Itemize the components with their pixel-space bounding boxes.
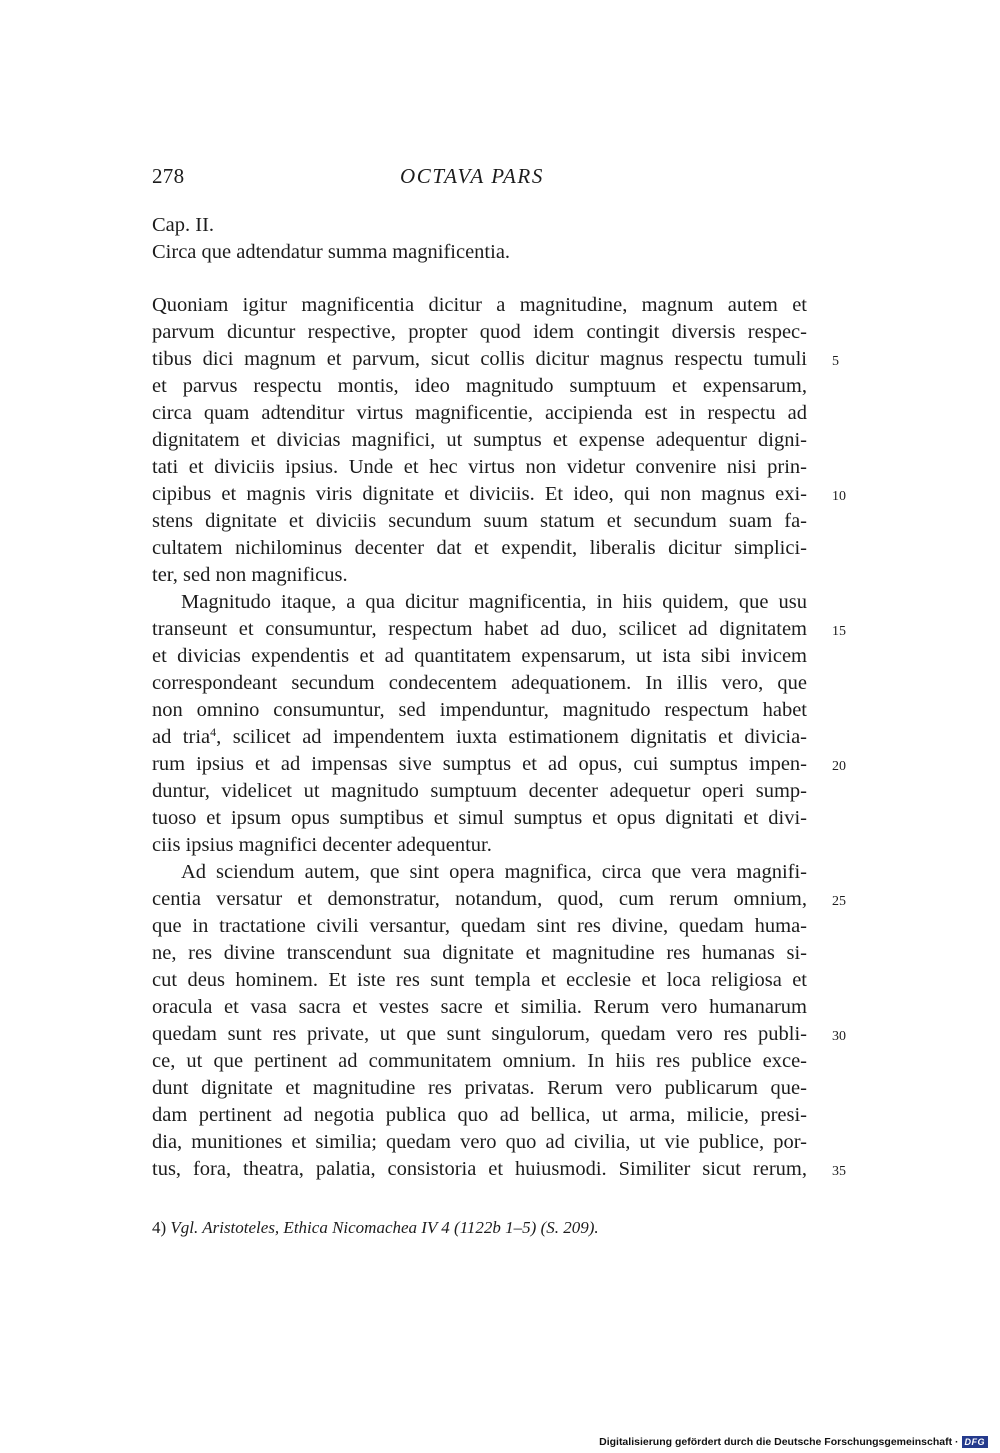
line-number: 5 bbox=[832, 354, 839, 369]
footnote-text: Vgl. Aristoteles, Ethica Nicomachea IV 4 (1122b 1–5) (S. 209). bbox=[170, 1218, 599, 1237]
running-head: OCTAVA PARS bbox=[400, 164, 544, 188]
page-number: 278 bbox=[152, 164, 185, 188]
digitization-credit bbox=[599, 1435, 988, 1449]
footnote bbox=[152, 1216, 599, 1240]
text-line: cut deus hominem. Et iste res sunt templa et ecclesie et loca religiosa et bbox=[152, 969, 807, 991]
line-segment: , scilicet ad impendentem iuxta estimationem dignitatis et divicia- bbox=[216, 726, 807, 748]
text-line bbox=[152, 724, 807, 751]
text-line: dignitatem et divicias magnifici, ut sumptus et expense adequentur digni- bbox=[152, 429, 807, 451]
line-segment: ad tria bbox=[152, 726, 211, 748]
text-line: que in tractatione civili versantur, quedam sint res divine, quedam huma- bbox=[152, 915, 807, 937]
line-number: 15 bbox=[832, 624, 846, 639]
line-number: 10 bbox=[832, 489, 846, 504]
text-line: dunt dignitate et magnitudine res privatas. Rerum vero publicarum que- bbox=[152, 1077, 807, 1099]
line-number: 20 bbox=[832, 759, 846, 774]
text-line: et divicias expendentis et ad quantitatem expensarum, ut ista sibi invicem bbox=[152, 645, 807, 667]
text-line: Quoniam igitur magnificentia dicitur a magnitudine, magnum autem et bbox=[152, 294, 807, 316]
text-line: tati et diviciis ipsius. Unde et hec virtus non videtur convenire nisi prin- bbox=[152, 456, 807, 478]
credit-text: Digitalisierung gefördert durch die Deutsche Forschungsgemeinschaft · bbox=[599, 1436, 959, 1448]
text-line: et parvus respectu montis, ideo magnitudo sumptuum et expensarum, bbox=[152, 375, 807, 397]
footnote-marker: 4) bbox=[152, 1218, 167, 1237]
text-line: dam pertinent ad negotia publica quo ad bellica, ut arma, milicie, presi- bbox=[152, 1104, 807, 1126]
text-line: tus, fora, theatra, palatia, consistoria et huiusmodi. Similiter sicut rerum, bbox=[152, 1158, 807, 1180]
text-line: dia, munitiones et similia; quedam vero quo ad civilia, ut vie publice, por- bbox=[152, 1131, 807, 1153]
footnote-reference[interactable]: 4 bbox=[210, 725, 217, 739]
text-line: oracula et vasa sacra et vestes sacre et similia. Rerum vero humanarum bbox=[152, 996, 807, 1018]
line-number: 35 bbox=[832, 1164, 846, 1179]
chapter-title: Circa que adtendatur summa magnificentia. bbox=[152, 241, 511, 263]
text-line: cipibus et magnis viris dignitate et diviciis. Et ideo, qui non magnus exi- bbox=[152, 483, 807, 505]
text-line: parvum dicuntur respective, propter quod idem contingit diversis respec- bbox=[152, 321, 807, 343]
text-line: cultatem nichilominus decenter dat et expendit, liberalis dicitur simplici- bbox=[152, 537, 807, 559]
chapter-label: Cap. II. bbox=[152, 214, 215, 236]
text-line: Ad sciendum autem, que sint opera magnifica, circa que vera magnifi- bbox=[181, 861, 807, 883]
text-line: ne, res divine transcendunt sua dignitate et magnitudine res humanas si- bbox=[152, 942, 807, 964]
text-line: correspondeant secundum condecentem adequationem. In illis vero, que bbox=[152, 672, 807, 694]
text-line: duntur, videlicet ut magnitudo sumptuum decenter adequetur operi sump- bbox=[152, 780, 807, 802]
dfg-logo-icon: DFG bbox=[962, 1436, 989, 1448]
text-line: quedam sunt res private, ut que sunt singulorum, quedam vero res publi- bbox=[152, 1023, 807, 1045]
text-line: transeunt et consumuntur, respectum habet ad duo, scilicet ad dignitatem bbox=[152, 618, 807, 640]
text-line: rum ipsius et ad impensas sive sumptus et ad opus, cui sumptus impen- bbox=[152, 753, 807, 775]
text-line: ce, ut que pertinent ad communitatem omnium. In hiis res publice exce- bbox=[152, 1050, 807, 1072]
text-line: ter, sed non magnificus. bbox=[152, 564, 348, 586]
text-line: tibus dici magnum et parvum, sicut collis dicitur magnus respectu tumuli bbox=[152, 348, 807, 370]
text-line: non omnino consumuntur, sed impenduntur, magnitudo respectum habet bbox=[152, 699, 807, 721]
line-number: 30 bbox=[832, 1029, 846, 1044]
text-line: tuoso et ipsum opus sumptibus et simul sumptus et opus dignitati et divi- bbox=[152, 807, 807, 829]
text-line: centia versatur et demonstratur, notandum, quod, cum rerum omnium, bbox=[152, 888, 807, 910]
text-line: stens dignitate et diviciis secundum suum statum et secundum suam fa- bbox=[152, 510, 807, 532]
text-line: ciis ipsius magnifici decenter adequentur. bbox=[152, 834, 492, 856]
line-number: 25 bbox=[832, 894, 846, 909]
text-line: circa quam adtenditur virtus magnificentie, accipienda est in respectu ad bbox=[152, 402, 807, 424]
text-line: Magnitudo itaque, a qua dicitur magnificentia, in hiis quidem, que usu bbox=[181, 591, 807, 613]
